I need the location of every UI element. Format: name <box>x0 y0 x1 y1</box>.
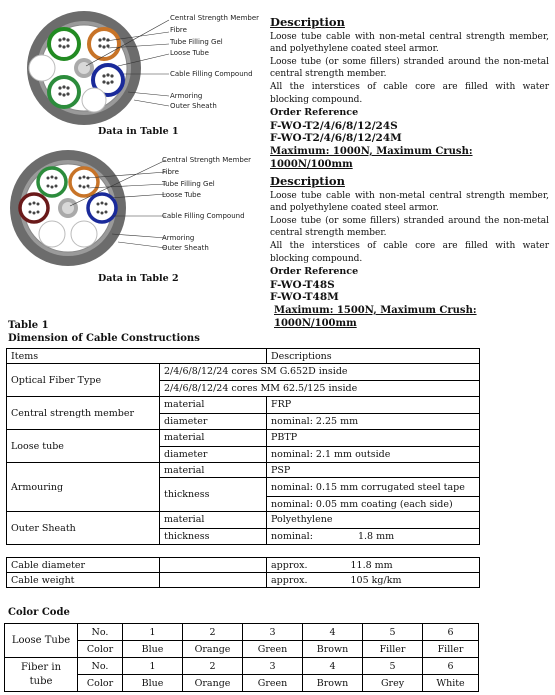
description-para-1: Loose tube cable with non-metal central strength member, and polyethylene coated steel armor. <box>270 31 549 55</box>
diagram-2-caption: Data in Table 2 <box>98 273 179 284</box>
diagram-1-caption: Data in Table 1 <box>98 126 179 137</box>
table-row <box>7 573 480 588</box>
cell-no-label: No. <box>78 658 123 675</box>
description-title: Description <box>270 174 345 188</box>
table-row <box>7 364 480 381</box>
max-rating: Maximum: 1000N, Maximum Crush: 1000N/100mm <box>270 145 473 170</box>
table-1-title: Table 1 <box>8 320 49 331</box>
cell-color: Orange <box>183 675 243 692</box>
cell-color: Green <box>243 641 303 658</box>
cell-color: Green <box>243 675 303 692</box>
callout-loose-tube: Loose Tube <box>170 49 209 57</box>
table-row <box>7 349 480 364</box>
cell-value <box>267 528 480 545</box>
cell-color: Blue <box>123 675 183 692</box>
cell-key: thickness <box>160 478 267 512</box>
description-block-2 <box>270 175 549 330</box>
cell-empty <box>160 558 267 573</box>
row-label-loose-tube: Loose Tube <box>5 624 78 658</box>
description-title: Description <box>270 15 345 29</box>
cell-key: material <box>160 430 267 447</box>
cell-color: White <box>423 675 479 692</box>
cell-number: 3 <box>243 658 303 675</box>
cell-number: 6 <box>423 658 479 675</box>
cell-number: 3 <box>243 624 303 641</box>
cell-key: material <box>160 397 267 414</box>
cell-no-label: No. <box>78 624 123 641</box>
cell-value <box>267 573 480 588</box>
order-reference-label: Order Reference <box>270 266 359 278</box>
cell-value: nominal: 0.15 mm corrugated steel tape <box>267 478 480 497</box>
order-code-2: F-WO-T2/4/6/8/12/24M <box>270 132 402 145</box>
cell-value-prefix: approx. <box>271 559 308 571</box>
callout-outer-sheath: Outer Sheath <box>162 244 209 252</box>
header-items: Items <box>7 349 267 364</box>
cell-color: Brown <box>303 675 363 692</box>
table-row <box>7 512 480 529</box>
row-label: Cable diameter <box>7 558 160 573</box>
table-row <box>7 558 480 573</box>
callout-tube-filling-gel: Tube Filling Gel <box>162 180 215 188</box>
callout-central-strength-member: Central Strength Member <box>162 156 252 164</box>
color-code-table <box>4 623 479 692</box>
cell-number: 4 <box>303 624 363 641</box>
cell-number: 2 <box>183 658 243 675</box>
table-1-subtitle: Dimension of Cable Constructions <box>8 333 200 344</box>
cell-color: Brown <box>303 641 363 658</box>
cell-key: material <box>160 463 267 478</box>
callout-armoring: Armoring <box>170 92 203 100</box>
max-rating: Maximum: 1500N, Maximum Crush: 1000N/100mm <box>274 304 477 329</box>
table-row <box>7 430 480 447</box>
order-code-1: F-WO-T2/4/6/8/12/24S <box>270 119 398 132</box>
cell-number: 2 <box>183 624 243 641</box>
callout-cable-filling-compound: Cable Filling Compound <box>170 70 253 78</box>
cell-number: 5 <box>363 658 423 675</box>
cell-color: Blue <box>123 641 183 658</box>
cell-color-label: Color <box>78 675 123 692</box>
cell-key: diameter <box>160 446 267 463</box>
cell-value-number: 11.8 mm <box>350 559 393 571</box>
cell-value-prefix: nominal: <box>271 530 313 542</box>
callout-tube-filling-gel: Tube Filling Gel <box>170 38 223 46</box>
cell-color-label: Color <box>78 641 123 658</box>
cable-cross-section-diagram-2 <box>6 146 176 272</box>
callout-central-strength-member: Central Strength Member <box>170 14 260 22</box>
cell-value: FRP <box>267 397 480 414</box>
description-para-2: Loose tube (or some fillers) stranded around the non-metal central strength member. <box>270 56 549 80</box>
table-row <box>7 463 480 478</box>
table-row <box>5 658 479 675</box>
cell-number: 1 <box>123 658 183 675</box>
color-code-title: Color Code <box>8 607 70 618</box>
row-label: Loose tube <box>7 430 160 463</box>
cell-value: PSP <box>267 463 480 478</box>
row-label: Outer Sheath <box>7 512 160 545</box>
cell-value: PBTP <box>267 430 480 447</box>
cell-number: 5 <box>363 624 423 641</box>
cell-number: 6 <box>423 624 479 641</box>
table-row <box>5 624 479 641</box>
callout-fibre: Fibre <box>162 168 179 176</box>
cell-value: nominal: 2.25 mm <box>267 413 480 430</box>
cell-color: Filler <box>423 641 479 658</box>
row-label-fiber-in-tube: Fiber in tube <box>5 658 78 692</box>
callout-loose-tube: Loose Tube <box>162 191 201 199</box>
cell-value: 2/4/6/8/12/24 cores SM G.652D inside <box>160 364 480 381</box>
description-para-3: All the interstices of cable core are filled with water blocking compound. <box>270 81 549 105</box>
cell-value: nominal: 0.05 mm coating (each side) <box>267 497 480 512</box>
cell-number: 1 <box>123 624 183 641</box>
cell-key: diameter <box>160 413 267 430</box>
cell-number: 4 <box>303 658 363 675</box>
callout-armoring: Armoring <box>162 234 195 242</box>
cell-color: Orange <box>183 641 243 658</box>
construction-table <box>6 348 480 545</box>
row-label: Armouring <box>7 463 160 512</box>
cell-value-number: 1.8 mm <box>357 530 395 542</box>
cell-value <box>267 558 480 573</box>
cell-value-prefix: approx. <box>271 574 308 586</box>
cell-empty <box>160 573 267 588</box>
order-code-1: F-WO-T48S <box>270 278 335 291</box>
row-label: Central strength member <box>7 397 160 430</box>
cell-color: Grey <box>363 675 423 692</box>
callout-outer-sheath: Outer Sheath <box>170 102 217 110</box>
callout-cable-filling-compound: Cable Filling Compound <box>162 212 245 220</box>
description-para-2: Loose tube (or some fillers) stranded around the non-metal central strength member. <box>270 215 549 239</box>
order-reference-label: Order Reference <box>270 107 359 119</box>
description-block-1 <box>270 16 549 171</box>
cell-value: nominal: 2.1 mm outside <box>267 446 480 463</box>
cell-value: Polyethylene <box>267 512 480 529</box>
order-code-2: F-WO-T48M <box>270 291 339 304</box>
cell-key: thickness <box>160 528 267 545</box>
cell-color: Filler <box>363 641 423 658</box>
table-row <box>7 397 480 414</box>
description-para-1: Loose tube cable with non-metal central strength member, and polyethylene coated steel armor. <box>270 190 549 214</box>
header-descriptions: Descriptions <box>267 349 480 364</box>
cell-value: 2/4/6/8/12/24 cores MM 62.5/125 inside <box>160 380 480 397</box>
cell-value-number: 105 kg/km <box>350 574 402 586</box>
cell-key: material <box>160 512 267 529</box>
row-label: Cable weight <box>7 573 160 588</box>
row-label: Optical Fiber Type <box>7 364 160 397</box>
description-para-3: All the interstices of cable core are filled with water blocking compound. <box>270 240 549 264</box>
cable-cross-section-diagram-1 <box>14 8 174 128</box>
callout-fibre: Fibre <box>170 26 187 34</box>
dimension-weight-table <box>6 557 480 588</box>
